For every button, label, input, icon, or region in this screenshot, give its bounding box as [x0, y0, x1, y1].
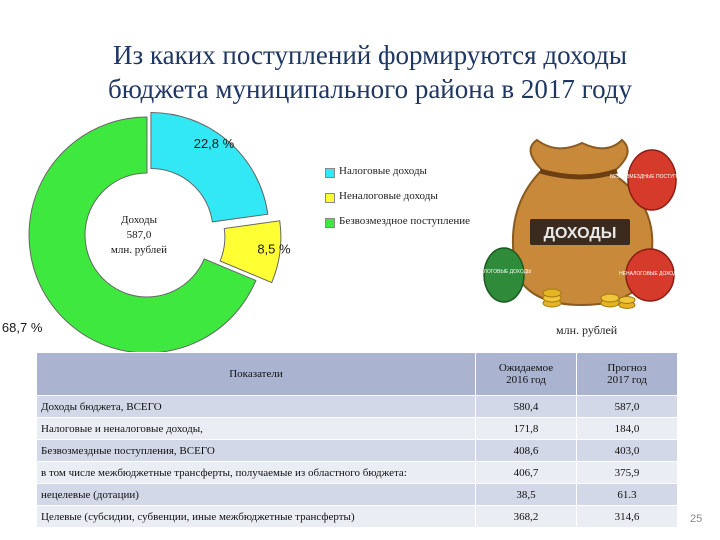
slice-label-tax: 22,8 %	[193, 136, 235, 152]
row-value-2017: 587,0	[577, 396, 678, 418]
row-value-2016: 171,8	[476, 418, 577, 440]
row-value-2016: 368,2	[476, 506, 577, 528]
legend-label-tax: Налоговые доходы	[339, 165, 427, 177]
row-label: Налоговые и неналоговые доходы,	[37, 418, 476, 440]
row-value-2016: 580,4	[476, 396, 577, 418]
green-bag-label: НАЛОГОВЫЕ ДОХОДЫ	[476, 269, 532, 275]
header-forecast-2017: Прогноз 2017 год	[577, 353, 678, 396]
page-number: 25	[690, 513, 703, 525]
row-label: в том числе межбюджетные трансферты, получаемые из областного бюджета:	[37, 462, 476, 484]
row-label: Целевые (субсидии, субвенции, иные межбюджетные трансферты)	[37, 506, 476, 528]
header-indicator: Показатели	[37, 353, 476, 396]
budget-table	[36, 352, 678, 528]
money-bags-illustration	[476, 115, 695, 315]
unit-label: млн. рублей	[556, 323, 618, 337]
red-bag-top-label: БЕЗВОЗМЕЗДНЫЕ ПОСТУПЛЕНИЯ	[609, 174, 695, 180]
table-header-row	[37, 353, 678, 396]
row-label: Доходы бюджета, ВСЕГО	[37, 396, 476, 418]
legend-swatch-tax	[325, 168, 335, 178]
red-bag-bottom-label: НЕНАЛОГОВЫЕ ДОХОДЫ	[619, 271, 681, 277]
legend-swatch-nontax	[325, 193, 335, 203]
table-row	[37, 396, 678, 418]
center-label-line-3: млн. рублей	[110, 244, 168, 256]
row-value-2017: 403,0	[577, 440, 678, 462]
row-label: Безвозмездные поступления, ВСЕГО	[37, 440, 476, 462]
main-bag-label: ДОХОДЫ	[543, 225, 617, 242]
center-label-line-1: Доходы	[121, 214, 157, 226]
title-line-2: бюджета муниципального района в 2017 году	[107, 74, 633, 104]
row-value-2016: 38,5	[476, 484, 577, 506]
page-title	[40, 38, 700, 106]
center-label-line-2: 587,0	[126, 229, 152, 241]
legend-label-gratuitous: Безвозмездное поступление	[339, 215, 470, 227]
legend-label-nontax: Неналоговые доходы	[339, 190, 438, 202]
legend-item-tax	[325, 165, 475, 178]
donut-slice-tax	[151, 112, 268, 221]
chart-legend	[325, 165, 475, 240]
title-line-1: Из каких поступлений формируются доходы	[113, 40, 627, 70]
row-value-2017: 184,0	[577, 418, 678, 440]
table-row	[37, 484, 678, 506]
row-value-2016: 408,6	[476, 440, 577, 462]
row-value-2016: 406,7	[476, 462, 577, 484]
red-bag-top	[628, 150, 676, 210]
legend-swatch-gratuitous	[325, 218, 335, 228]
table-row	[37, 440, 678, 462]
header-expected-2016: Ожидаемое 2016 год	[476, 353, 577, 396]
row-value-2017: 375,9	[577, 462, 678, 484]
slice-label-nontax: 8,5 %	[257, 241, 291, 257]
legend-item-gratuitous	[325, 215, 475, 228]
slice-label-gratuitous: 68,7 %	[1, 320, 43, 336]
table-row	[37, 462, 678, 484]
donut-chart	[1, 105, 325, 355]
green-bag	[484, 248, 524, 302]
row-value-2017: 314,6	[577, 506, 678, 528]
row-value-2017: 61.3	[577, 484, 678, 506]
table-row	[37, 418, 678, 440]
row-label: нецелевые (дотации)	[37, 484, 476, 506]
legend-item-nontax	[325, 190, 475, 203]
table-row	[37, 506, 678, 528]
